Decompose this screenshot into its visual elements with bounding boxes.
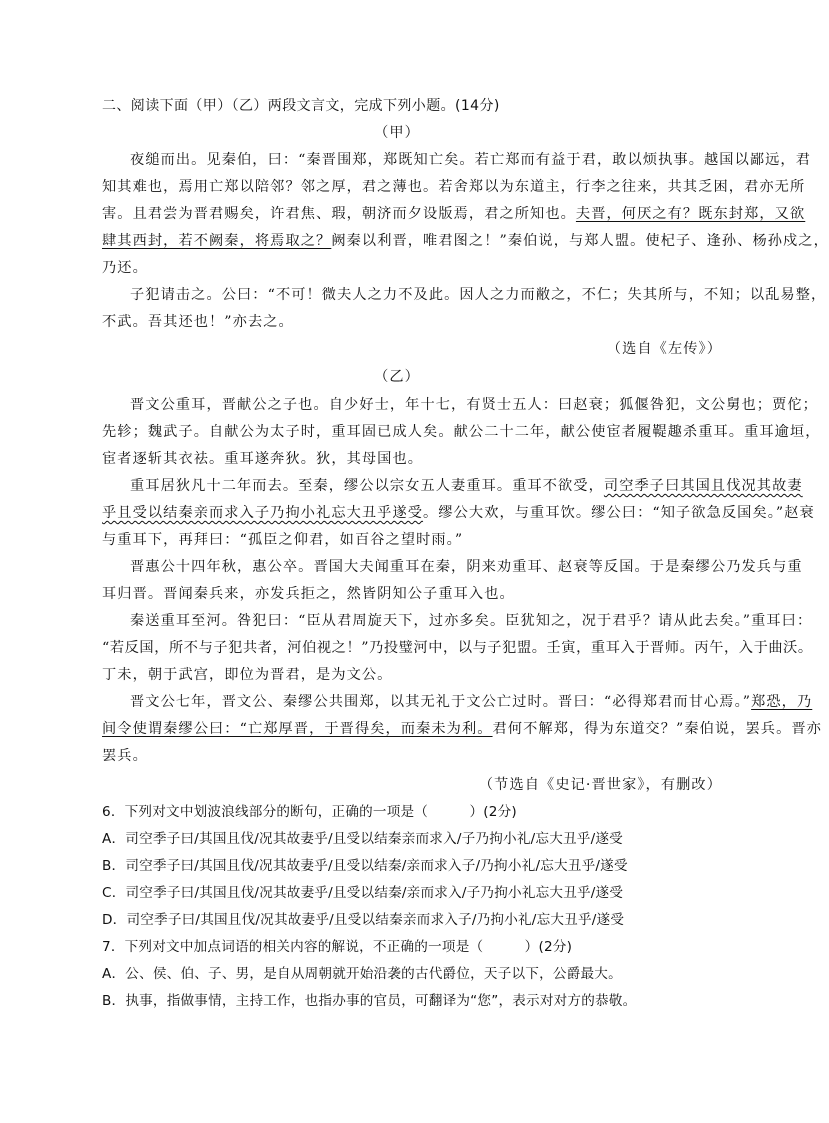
yi-p1-line3: 宦者逐斩其衣祛。重耳遂奔狄。狄，其母国也。 <box>102 451 424 467</box>
yi-p2-line2-text: 。缪公大欢，与重耳饮。缪公曰：“知子欲急反国矣。”赵衰 <box>423 505 815 521</box>
yi-p2-line1 <box>102 476 803 496</box>
jia-p1-line2: 知其难也，焉用亡郑以陪邻？邻之厚，君之薄也。若舍郑以为东道主，行李之往来，共其乏困，君亦无所 <box>102 179 806 195</box>
question-7-option-b[interactable]: B．执事，指做事情，主持工作，也指办事的官员，可翻译为“您”，表示对对方的恭敬。 <box>102 993 637 1009</box>
yi-p3-line2: 耳归晋。晋闻秦兵来，亦发兵拒之，然皆阴知公子重耳入也。 <box>102 586 515 602</box>
yi-p5-line2-text: 君何不解郑，得为东道交？”秦伯说，罢兵。晋亦 <box>492 721 822 737</box>
jia-underlined-sentence-part1: 夫晋，何厌之有？既东封郑，又欲 <box>575 206 806 222</box>
yi-p5-line1-text: 晋文公七年，晋文公、秦缪公共围郑，以其无礼于文公亡过时。晋曰：“必得郑君而甘心焉。” <box>130 694 752 710</box>
yi-p1-line1: 晋文公重耳，晋献公之子也。自少好士，年十七，有贤士五人：曰赵衰；狐偃咎犯，文公舅也；贾佗； <box>130 397 818 413</box>
jia-p1-line1: 夜缒而出。见秦伯，曰：“秦晋围郑，郑既知亡矣。若亡郑而有益于君，敢以烦执事。越国以鄙远，君 <box>130 152 812 168</box>
passage-yi-label: （乙） <box>374 369 420 385</box>
jia-underlined-sentence-part2: 肆其西封，若不阙秦，将焉取之？ <box>102 233 332 249</box>
yi-p5-line2 <box>102 719 822 739</box>
yi-wavy-sentence-part1: 司空季子曰其国且伐况其故妻 <box>603 478 803 494</box>
section-title: 二、阅读下面（甲）（乙）两段文言文，完成下列小题。(14分) <box>102 98 500 114</box>
yi-wavy-sentence-part2: 乎且受以结秦亲而求入子乃拘小礼忘大丑乎遂受 <box>102 505 424 521</box>
yi-p2-line2 <box>102 503 815 523</box>
yi-p3-line1: 晋惠公十四年秋，惠公卒。晋国大夫闻重耳在秦，阴来劝重耳、赵衰等反国。于是秦缪公乃发兵与重 <box>130 559 803 575</box>
question-7-option-a[interactable]: A．公、侯、伯、子、男，是自从周朝就开始沿袭的古代爵位，天子以下，公爵最大。 <box>102 966 622 982</box>
question-6-option-d[interactable]: D．司空季子曰/其国且伐/况其故妻乎/且受以结秦亲而求入子/乃拘小礼/忘大丑乎/遂受 <box>102 912 625 928</box>
yi-source: （节选自《史记·晋世家》，有删改） <box>478 777 722 793</box>
jia-p1-line4 <box>102 231 829 251</box>
yi-p4-line3: 丁未，朝于武宫，即位为晋君，是为文公。 <box>102 667 393 683</box>
yi-p5-line3: 罢兵。 <box>102 748 148 764</box>
yi-underlined-sentence-part1: 郑恐，乃 <box>751 694 813 710</box>
question-6-option-a[interactable]: A．司空季子曰/其国且伐/况其故妻乎/且受以结秦亲而求入/子乃拘小礼/忘大丑乎/遂受 <box>102 831 623 847</box>
yi-p4-line1: 秦送重耳至河。咎犯曰：“臣从君周旋天下，过亦多矣。臣犹知之，况于君乎？请从此去矣。”重耳曰： <box>130 613 813 629</box>
yi-p2-line3: 与重耳下，再拜曰：“孤臣之仰君，如百谷之望时雨。” <box>102 532 464 548</box>
question-6-option-c[interactable]: C．司空季子曰/其国且伐/况其故妻乎/且受以结秦/亲而求入/子乃拘小礼忘大丑乎/遂受 <box>102 885 624 901</box>
passage-jia-label: （甲） <box>374 125 420 141</box>
jia-p1-line4-text: 阙秦以利晋，唯君图之！”秦伯说，与郑人盟。使杞子、逢孙、杨孙戍之， <box>331 233 829 249</box>
yi-underlined-sentence-part2: 间令使谓秦缪公曰：“亡郑厚晋，于晋得矣，而秦未为利。 <box>102 721 493 737</box>
jia-p1-line3-text: 害。且君尝为晋君赐矣，许君焦、瑕，朝济而夕设版焉，君之所知也。 <box>102 206 576 222</box>
jia-p2-line1: 子犯请击之。公曰：“不可！微夫人之力不及此。因人之力而敝之，不仁；失其所与，不知；以乱易整， <box>130 287 827 303</box>
jia-p1-line3 <box>102 204 806 224</box>
question-7-stem: 7．下列对文中加点词语的相关内容的解说，不正确的一项是（ ）(2分) <box>102 939 573 955</box>
jia-p2-line2: 不武。吾其还也！”亦去之。 <box>102 314 294 330</box>
yi-p4-line2: “若反国，所不与子犯共者，河伯视之！”乃投璧河中，以与子犯盟。壬寅，重耳入于晋师。丙午，入于曲沃。 <box>102 640 813 656</box>
jia-p1-line5: 乃还。 <box>102 260 148 276</box>
yi-p1-line2: 先轸；魏武子。自献公为太子时，重耳固已成人矣。献公二十二年，献公使宦者履鞮趣杀重耳。重耳逾垣， <box>102 424 821 440</box>
question-6-option-b[interactable]: B．司空季子曰/其国且伐/况其故妻乎/且受以结秦/亲而求入子/乃拘小礼/忘大丑乎/遂受 <box>102 858 628 874</box>
question-6-stem: 6．下列对文中划波浪线部分的断句，正确的一项是（ ）(2分) <box>102 804 517 820</box>
jia-source: （选自《左传》） <box>606 341 722 357</box>
yi-p2-line1-text: 重耳居狄凡十二年而去。至秦，缪公以宗女五人妻重耳。重耳不欲受， <box>130 478 604 494</box>
yi-p5-line1 <box>102 692 813 712</box>
